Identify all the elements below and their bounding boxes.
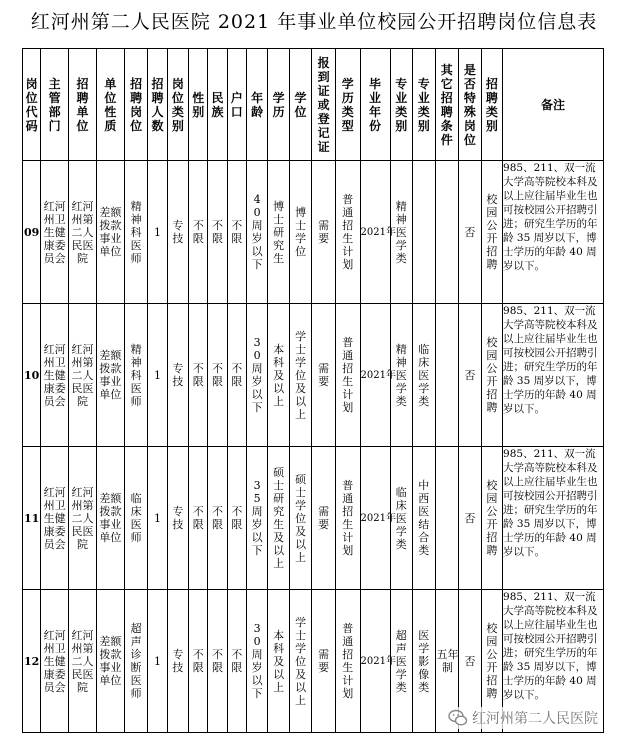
page-title: 红河州第二人民医院 2021 年事业单位校园公开招聘岗位信息表 — [30, 11, 598, 33]
account-watermark — [448, 707, 598, 729]
cell-category: 专技 — [167, 304, 188, 447]
header-cell: 岗位类别 — [167, 49, 188, 161]
cell-edu-type: 普通招生计划 — [335, 590, 360, 733]
header-cell: 单位性质 — [96, 49, 124, 161]
cell-degree: 硕士学位及以上 — [289, 447, 312, 590]
cell-gender: 不限 — [189, 304, 208, 447]
wechat-icon — [448, 708, 468, 728]
cell-age: 30周岁以下 — [246, 590, 267, 733]
cell-year: 2021年 — [360, 161, 390, 304]
header-cell: 学历 — [268, 49, 289, 161]
cell-major2: 医学影像类 — [413, 590, 436, 733]
cell-hukou: 不限 — [227, 447, 246, 590]
cell-edu-type: 普通招生计划 — [335, 161, 360, 304]
header-cell: 专业类别 — [390, 49, 413, 161]
cell-other — [435, 161, 459, 304]
cell-nature: 差额拨款事业单位 — [96, 304, 124, 447]
cell-ethnic: 不限 — [208, 447, 227, 590]
table-row — [23, 447, 604, 590]
table-row — [23, 161, 604, 304]
cell-count: 1 — [148, 161, 167, 304]
cell-special: 否 — [459, 447, 482, 590]
cell-major1: 精神医学类 — [390, 304, 413, 447]
cell-cert: 需要 — [312, 447, 336, 590]
cell-hukou: 不限 — [227, 161, 246, 304]
cell-year: 2021年 — [360, 447, 390, 590]
cell-note: 985、211、双一流大学高等院校本科及以上应往届毕业生也可按校园公开招聘引进；研究生学历的年龄 35 周岁以下，博士学历的年龄 40 周岁以下。 — [503, 304, 604, 447]
cell-edu: 本科及以上 — [268, 590, 289, 733]
header-cell: 备注 — [503, 49, 604, 161]
header-cell: 毕业年份 — [360, 49, 390, 161]
header-cell: 主管部门 — [41, 49, 69, 161]
cell-note: 985、211、双一流大学高等院校本科及以上应往届毕业生也可按校园公开招聘引进；研究生学历的年龄 35 周岁以下，博士学历的年龄 40 周岁以下。 — [503, 161, 604, 304]
cell-edu: 博士研究生 — [268, 161, 289, 304]
cell-code: 10 — [23, 304, 41, 447]
cell-hukou: 不限 — [227, 304, 246, 447]
cell-unit: 红河州第二人民医院 — [69, 161, 97, 304]
cell-unit: 红河州第二人民医院 — [69, 447, 97, 590]
cell-code: 09 — [23, 161, 41, 304]
cell-degree: 学士学位及以上 — [289, 590, 312, 733]
header-cell: 专业类别 — [413, 49, 436, 161]
table-row — [23, 304, 604, 447]
cell-major1: 精神医学类 — [390, 161, 413, 304]
cell-cert: 需要 — [312, 590, 336, 733]
recruitment-table — [22, 48, 604, 733]
cell-degree: 博士学位 — [289, 161, 312, 304]
cell-age: 30周岁以下 — [246, 304, 267, 447]
header-row — [23, 49, 604, 161]
cell-cert: 需要 — [312, 161, 336, 304]
cell-unit: 红河州第二人民医院 — [69, 590, 97, 733]
cell-hukou: 不限 — [227, 590, 246, 733]
cell-gender: 不限 — [189, 590, 208, 733]
cell-other: 五年制 — [435, 590, 459, 733]
cell-age: 40周岁以下 — [246, 161, 267, 304]
cell-major2: 临床医学类 — [413, 304, 436, 447]
cell-post: 临床医师 — [124, 447, 148, 590]
cell-year: 2021年 — [360, 304, 390, 447]
cell-edu-type: 普通招生计划 — [335, 304, 360, 447]
cell-special: 否 — [459, 304, 482, 447]
cell-recruit: 校园公开招聘 — [481, 161, 502, 304]
cell-note: 985、211、双一流大学高等院校本科及以上应往届毕业生也可按校园公开招聘引进；研究生学历的年龄 35 周岁以下，博士学历的年龄 40 周岁以下。 — [503, 590, 604, 733]
cell-edu: 本科及以上 — [268, 304, 289, 447]
cell-category: 专技 — [167, 447, 188, 590]
cell-special: 否 — [459, 161, 482, 304]
cell-post: 超声诊断医师 — [124, 590, 148, 733]
cell-recruit: 校园公开招聘 — [481, 590, 502, 733]
cell-major1: 超声医学类 — [390, 590, 413, 733]
cell-ethnic: 不限 — [208, 590, 227, 733]
cell-recruit: 校园公开招聘 — [481, 304, 502, 447]
header-cell: 其它招聘条件 — [435, 49, 459, 161]
header-cell: 民族 — [208, 49, 227, 161]
header-cell: 是否特殊岗位 — [459, 49, 482, 161]
cell-age: 35周岁以下 — [246, 447, 267, 590]
cell-dept: 红河州卫生健康委员会 — [41, 590, 69, 733]
cell-dept: 红河州卫生健康委员会 — [41, 304, 69, 447]
cell-post: 精神科医师 — [124, 161, 148, 304]
header-cell: 性别 — [189, 49, 208, 161]
cell-unit: 红河州第二人民医院 — [69, 304, 97, 447]
cell-code: 11 — [23, 447, 41, 590]
cell-note: 985、211、双一流大学高等院校本科及以上应往届毕业生也可按校园公开招聘引进；研究生学历的年龄 35 周岁以下，博士学历的年龄 40 周岁以下。 — [503, 447, 604, 590]
cell-nature: 差额拨款事业单位 — [96, 590, 124, 733]
cell-major2 — [413, 161, 436, 304]
header-cell: 招聘岗位 — [124, 49, 148, 161]
cell-cert: 需要 — [312, 304, 336, 447]
cell-category: 专技 — [167, 161, 188, 304]
cell-edu-type: 普通招生计划 — [335, 447, 360, 590]
cell-edu: 硕士研究生及以上 — [268, 447, 289, 590]
header-cell: 年龄 — [246, 49, 267, 161]
cell-category: 专技 — [167, 590, 188, 733]
cell-count: 1 — [148, 304, 167, 447]
cell-gender: 不限 — [189, 447, 208, 590]
header-cell: 招聘人数 — [148, 49, 167, 161]
header-cell: 招聘单位 — [69, 49, 97, 161]
header-cell: 岗位代码 — [23, 49, 41, 161]
cell-post: 精神科医师 — [124, 304, 148, 447]
cell-ethnic: 不限 — [208, 161, 227, 304]
cell-nature: 差额拨款事业单位 — [96, 161, 124, 304]
header-cell: 户口 — [227, 49, 246, 161]
cell-nature: 差额拨款事业单位 — [96, 447, 124, 590]
cell-major1: 临床医学类 — [390, 447, 413, 590]
watermark-text: 红河州第二人民医院 — [472, 711, 598, 727]
header-cell: 招聘类别 — [481, 49, 502, 161]
cell-major2: 中西医结合类 — [413, 447, 436, 590]
cell-count: 1 — [148, 590, 167, 733]
cell-special: 否 — [459, 590, 482, 733]
cell-code: 12 — [23, 590, 41, 733]
cell-gender: 不限 — [189, 161, 208, 304]
cell-count: 1 — [148, 447, 167, 590]
header-cell: 学位 — [289, 49, 312, 161]
header-cell: 报到证或登记证 — [312, 49, 336, 161]
cell-dept: 红河州卫生健康委员会 — [41, 161, 69, 304]
cell-other — [435, 447, 459, 590]
header-cell: 学历类型 — [335, 49, 360, 161]
cell-year: 2021年 — [360, 590, 390, 733]
cell-dept: 红河州卫生健康委员会 — [41, 447, 69, 590]
cell-other — [435, 304, 459, 447]
cell-degree: 学士学位及以上 — [289, 304, 312, 447]
cell-recruit: 校园公开招聘 — [481, 447, 502, 590]
cell-ethnic: 不限 — [208, 304, 227, 447]
